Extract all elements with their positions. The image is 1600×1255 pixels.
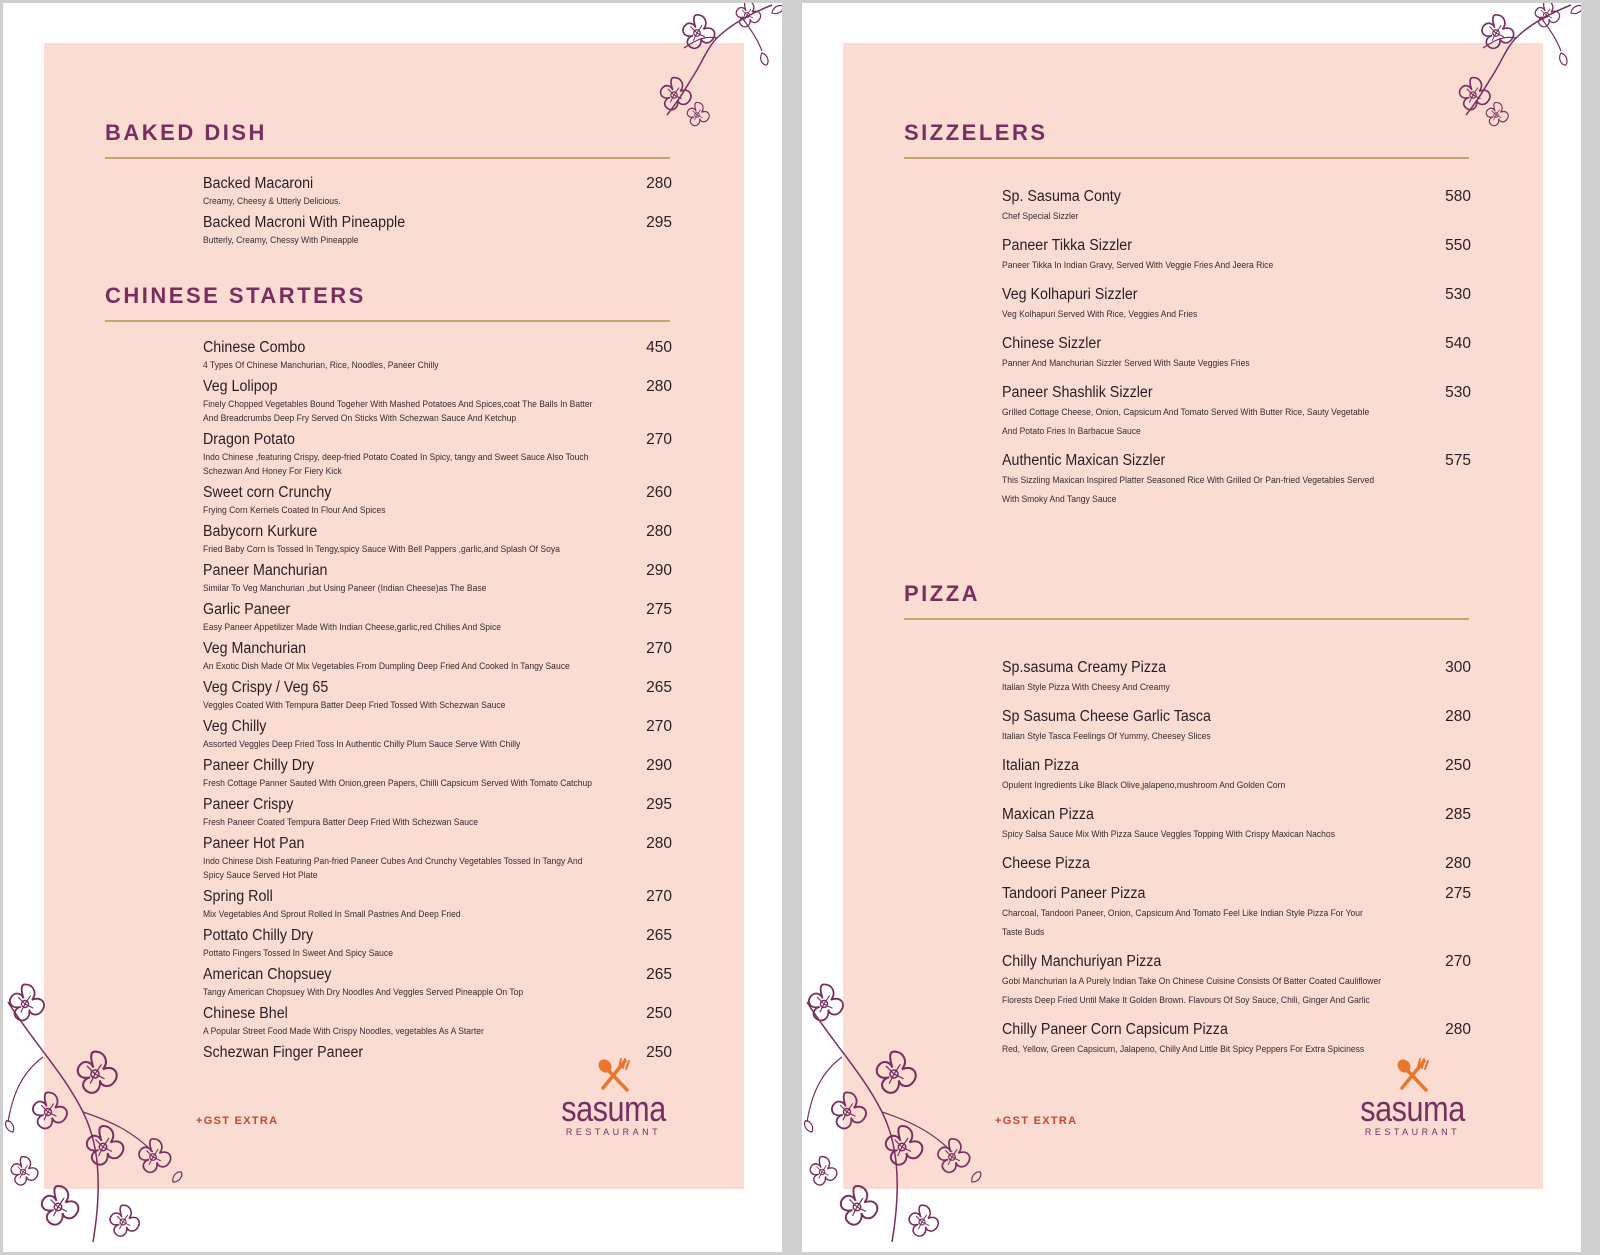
- menu-item-price: 260: [646, 484, 672, 501]
- menu-item-description: Indo Chinese Dish Featuring Pan-fried Paneer Cubes And Crunchy Vegetables Tossed In Tangy And Spicy Sauce Served Hot Plate: [203, 856, 583, 880]
- menu-item: [105, 639, 670, 673]
- menu-item-name: Spring Roll: [203, 888, 273, 905]
- menu-item-price: 580: [1445, 188, 1471, 205]
- menu-item: [105, 965, 670, 999]
- menu-item-description: A Popular Street Food Made With Crispy Noodles, vegetables As A Starter: [203, 1026, 484, 1036]
- menu-item-price: 250: [646, 1005, 672, 1022]
- section-sizzlers: [904, 119, 1469, 519]
- menu-item-price: 270: [646, 431, 672, 448]
- menu-item-price: 265: [646, 966, 672, 983]
- menu-item-description: Paneer Tikka In Indian Gravy, Served With Veggie Fries And Jeera Rice: [1002, 260, 1274, 270]
- menu-item-description: Frying Corn Kernels Coated In Flour And Spices: [203, 505, 386, 515]
- menu-item-price: 265: [646, 927, 672, 944]
- menu-item-description: Finely Chopped Vegetables Bound Togeher With Mashed Potatoes And Spices,coat The Balls In Batter And Breadcrumbs Deep Fry Served On Sticks With Schezwan Sauce And Ketchup: [203, 399, 593, 423]
- menu-item-description: Easy Paneer Appetilizer Made With Indian Cheese,garlic,red Chilies And Spice: [203, 622, 501, 632]
- menu-item-description: Pottato Fingers Tossed In Sweet And Spicy Sauce: [203, 948, 393, 958]
- menu-item-price: 290: [646, 562, 672, 579]
- menu-item-name: Italian Pizza: [1002, 757, 1079, 774]
- fork-spoon-cross-icon: [1394, 1058, 1432, 1092]
- menu-item-name: Chinese Combo: [203, 339, 306, 356]
- menu-item-name: Paneer Hot Pan: [203, 835, 305, 852]
- menu-item-name: Chilly Manchuriyan Pizza: [1002, 953, 1162, 970]
- menu-item-list: [105, 174, 670, 247]
- menu-item: [904, 854, 1469, 874]
- menu-item-description: Red, Yellow, Green Capsicum, Jalapeno, Chilly And Little Bit Spicy Peppers For Extra Spiciness: [1002, 1044, 1365, 1054]
- menu-item-description: Fried Baby Corn Is Tossed In Tengy,spicy Sauce With Bell Pappers ,garlic,and Splash Of Soya: [203, 544, 560, 554]
- menu-item: [904, 285, 1469, 324]
- menu-item-name: Cheese Pizza: [1002, 855, 1090, 872]
- menu-item-price: 280: [646, 523, 672, 540]
- section-title: SIZZELERS: [904, 120, 1048, 145]
- menu-item-description: Creamy, Cheesy & Utterly Delicious.: [203, 196, 341, 206]
- menu-item: [105, 600, 670, 634]
- menu-item-description: Charcoal, Tandoori Paneer, Onion, Capsicum And Tomato Feel Like Indian Style Pizza For Your Taste Buds: [1002, 908, 1363, 937]
- menu-item-price: 280: [646, 378, 672, 395]
- logo-name: sasuma: [1360, 1088, 1465, 1129]
- menu-item-price: 540: [1445, 335, 1471, 352]
- menu-item-price: 280: [1445, 855, 1471, 872]
- menu-item: [105, 483, 670, 517]
- menu-item-name: Veg Lolipop: [203, 378, 278, 395]
- menu-item-description: Veggles Coated With Tempura Batter Deep Fried Tossed With Schezwan Sauce: [203, 700, 506, 710]
- menu-item: [904, 236, 1469, 275]
- menu-item-name: Paneer Shashlik Sizzler: [1002, 384, 1153, 401]
- menu-item-description: An Exotic Dish Made Of Mix Vegetables From Dumpling Deep Fried And Cooked In Tangy Sauce: [203, 661, 570, 671]
- menu-item: [105, 213, 670, 247]
- menu-item: [105, 678, 670, 712]
- menu-item: [105, 1004, 670, 1038]
- menu-item-price: 275: [646, 601, 672, 618]
- menu-item-price: 250: [646, 1044, 672, 1061]
- menu-item-description: Similar To Veg Manchurian ,but Using Paneer (Indian Cheese)as The Base: [203, 583, 487, 593]
- menu-item-description: Grilled Cottage Cheese, Onion, Capsicum And Tomato Served With Butter Rice, Sauty Vegetable And Potato Fries In Barbacue Sauce: [1002, 407, 1370, 436]
- menu-item: [904, 187, 1469, 226]
- menu-item-name: Backed Macaroni: [203, 175, 314, 192]
- fork-spoon-cross-icon: [595, 1058, 633, 1092]
- section-title: BAKED DISH: [105, 120, 267, 145]
- menu-item-price: 270: [646, 718, 672, 735]
- menu-item-name: Paneer Crispy: [203, 796, 294, 813]
- menu-item-description: Spicy Salsa Sauce Mix With Pizza Sauce Veggles Topping With Crispy Maxican Nachos: [1002, 829, 1335, 839]
- menu-item-name: Authentic Maxican Sizzler: [1002, 452, 1166, 469]
- gst-note: +GST EXTRA: [196, 1115, 279, 1127]
- menu-item: [904, 1020, 1469, 1059]
- menu-item-name: Sp. Sasuma Conty: [1002, 188, 1121, 205]
- section-baked-dish: [105, 119, 670, 252]
- menu-item: [105, 338, 670, 372]
- menu-item-name: Sp Sasuma Cheese Garlic Tasca: [1002, 708, 1211, 725]
- menu-item-name: Chilly Paneer Corn Capsicum Pizza: [1002, 1021, 1228, 1038]
- menu-item-name: Veg Manchurian: [203, 640, 307, 657]
- menu-item-price: 575: [1445, 452, 1471, 469]
- menu-item-description: Fresh Paneer Coated Tempura Batter Deep Fried With Schezwan Sauce: [203, 817, 479, 827]
- menu-item-name: Veg Crispy / Veg 65: [203, 679, 329, 696]
- menu-item-description: Veg Kolhapuri Served With Rice, Veggies And Fries: [1002, 309, 1198, 319]
- menu-item: [105, 377, 670, 425]
- menu-item-name: Veg Chilly: [203, 718, 267, 735]
- menu-item: [105, 430, 670, 478]
- menu-item-price: 530: [1445, 286, 1471, 303]
- menu-item-name: Backed Macroni With Pineapple: [203, 214, 406, 231]
- menu-item-price: 265: [646, 679, 672, 696]
- section-title: PIZZA: [904, 581, 981, 606]
- section-divider: [105, 157, 670, 159]
- menu-item-description: Italian Style Pizza With Cheesy And Creamy: [1002, 682, 1170, 692]
- menu-item: [105, 795, 670, 829]
- menu-item-name: Schezwan Finger Paneer: [203, 1044, 364, 1061]
- menu-item: [904, 805, 1469, 844]
- menu-item-description: Gobi Manchurian Ia A Purely Indian Take On Chinese Cuisine Consists Of Batter Coated Cauliflower Florests Deep Fried Until Make It Golden Brown. Flavours Of Soy Sauce, Chili, Ginger And Garlic: [1002, 976, 1382, 1005]
- menu-item-description: Mix Vegetables And Sprout Rolled In Small Pastries And Deep Fried: [203, 909, 461, 919]
- menu-item-description: This Sizzling Maxican Inspired Platter Seasoned Rice With Grilled Or Pan-fried Vegetables Served With Smoky And Tangy Sauce: [1002, 475, 1375, 504]
- menu-item-name: Sp.sasuma Creamy Pizza: [1002, 659, 1167, 676]
- logo-name: sasuma: [561, 1088, 666, 1129]
- menu-item-description: Opulent Ingredients Like Black Olive,jalapeno,mushroom And Golden Corn: [1002, 780, 1286, 790]
- menu-item-price: 530: [1445, 384, 1471, 401]
- menu-item-description: Butterly, Creamy, Chessy With Pineapple: [203, 235, 359, 245]
- menu-item-name: Pottato Chilly Dry: [203, 927, 314, 944]
- menu-item-name: Babycorn Kurkure: [203, 523, 318, 540]
- restaurant-logo: [1350, 1058, 1475, 1137]
- menu-item-list: [904, 187, 1469, 509]
- menu-item: [904, 658, 1469, 697]
- menu-item-list: [904, 658, 1469, 1059]
- section-divider: [904, 157, 1469, 159]
- restaurant-logo: [551, 1058, 676, 1137]
- menu-item-name: Chinese Sizzler: [1002, 335, 1102, 352]
- menu-item: [105, 887, 670, 921]
- logo-subtitle: RESTAURANT: [565, 1127, 662, 1137]
- menu-item-description: Chef Special Sizzler: [1002, 211, 1079, 221]
- menu-page-right: [802, 3, 1581, 1252]
- menu-item-description: Panner And Manchurian Sizzler Served With Saute Veggies Fries: [1002, 358, 1250, 368]
- section-divider: [904, 618, 1469, 620]
- menu-item-name: Tandoori Paneer Pizza: [1002, 885, 1146, 902]
- menu-item-price: 280: [1445, 1021, 1471, 1038]
- menu-item-price: 280: [646, 835, 672, 852]
- menu-item: [105, 522, 670, 556]
- menu-item: [904, 884, 1469, 942]
- menu-item-price: 295: [646, 796, 672, 813]
- section-title: CHINESE STARTERS: [105, 283, 366, 308]
- menu-item-name: Maxican Pizza: [1002, 806, 1094, 823]
- section-chinese-starters: [105, 282, 670, 1068]
- menu-item-price: 270: [1445, 953, 1471, 970]
- menu-item-price: 280: [646, 175, 672, 192]
- menu-item: [105, 174, 670, 208]
- menu-item-name: Chinese Bhel: [203, 1005, 288, 1022]
- menu-item: [904, 756, 1469, 795]
- menu-item-name: Dragon Potato: [203, 431, 295, 448]
- menu-item: [904, 952, 1469, 1010]
- menu-item: [904, 707, 1469, 746]
- menu-item: [105, 756, 670, 790]
- menu-item-price: 290: [646, 757, 672, 774]
- menu-item-name: Veg Kolhapuri Sizzler: [1002, 286, 1138, 303]
- menu-item-description: 4 Types Of Chinese Manchurian, Rice, Noodles, Paneer Chilly: [203, 360, 439, 370]
- gst-note: +GST EXTRA: [995, 1115, 1078, 1127]
- menu-item-price: 280: [1445, 708, 1471, 725]
- menu-item-name: Sweet corn Crunchy: [203, 484, 332, 501]
- menu-item-price: 285: [1445, 806, 1471, 823]
- menu-page-left: [3, 3, 782, 1252]
- section-divider: [105, 320, 670, 322]
- menu-item-description: Italian Style Tasca Feelings Of Yummy, Cheesey Slices: [1002, 731, 1211, 741]
- menu-item-description: Fresh Cottage Panner Sauted With Onion,green Papers, Chilli Capsicum Served With Tomato Catchup: [203, 778, 593, 788]
- menu-item-description: Indo Chinese ,featuring Crispy, deep-fried Potato Coated In Spicy, tangy and Sweet Sauce Also Touch Schezwan And Honey For Fiery Kick: [203, 452, 589, 476]
- menu-item-price: 550: [1445, 237, 1471, 254]
- menu-item: [105, 561, 670, 595]
- menu-item-name: American Chopsuey: [203, 966, 332, 983]
- menu-item-price: 270: [646, 888, 672, 905]
- menu-item: [904, 334, 1469, 373]
- menu-item-list: [105, 338, 670, 1063]
- section-pizza: [904, 580, 1469, 1069]
- menu-item-name: Paneer Tikka Sizzler: [1002, 237, 1132, 254]
- menu-item-price: 275: [1445, 885, 1471, 902]
- menu-item: [105, 926, 670, 960]
- logo-subtitle: RESTAURANT: [1364, 1127, 1461, 1137]
- menu-item-description: Assorted Veggles Deep Fried Toss In Authentic Chilly Plum Sauce Serve With Chilly: [203, 739, 521, 749]
- menu-item-price: 250: [1445, 757, 1471, 774]
- menu-item-name: Paneer Manchurian: [203, 562, 328, 579]
- menu-item-price: 300: [1445, 659, 1471, 676]
- menu-item-name: Paneer Chilly Dry: [203, 757, 314, 774]
- menu-item-price: 295: [646, 214, 672, 231]
- menu-item-price: 450: [646, 339, 672, 356]
- menu-item-price: 270: [646, 640, 672, 657]
- menu-item: [105, 717, 670, 751]
- menu-item: [105, 834, 670, 882]
- menu-item-description: Tangy American Chopsuey With Dry Noodles And Veggles Served Pineapple On Top: [203, 987, 524, 997]
- menu-item: [904, 383, 1469, 441]
- menu-item: [904, 451, 1469, 509]
- menu-item-name: Garlic Paneer: [203, 601, 291, 618]
